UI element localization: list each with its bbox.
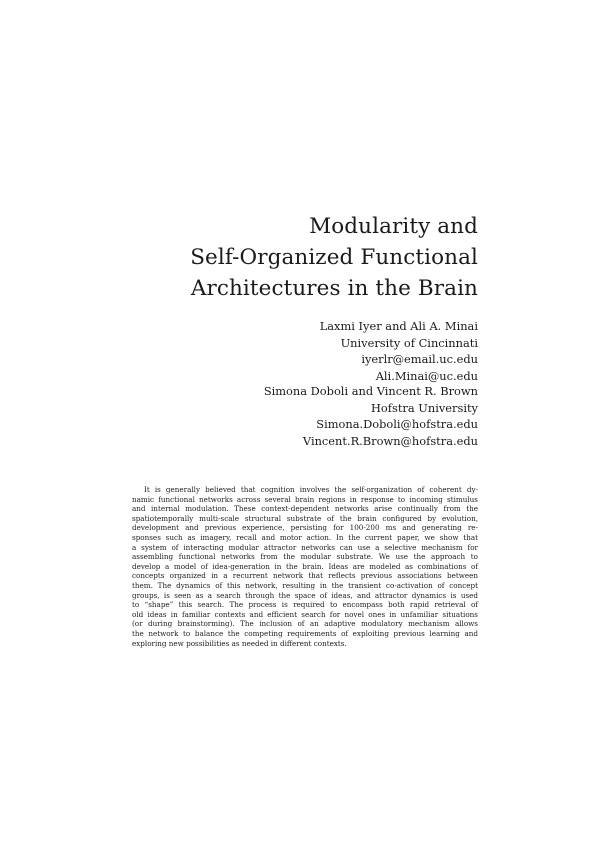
abstract-line: groups, is seen as a search through the space of ideas, and attractor dynamics is used	[132, 590, 478, 600]
author-affiliation: Hofstra University	[371, 400, 478, 415]
abstract-line: old ideas in familiar contexts and efficient search for novel ones in unfamiliar situations	[132, 609, 478, 619]
abstract-line: (or during brainstorming). The inclusion of an adaptive modulatory mechanism allows	[132, 619, 478, 629]
title-line: Self-Organized Functional	[190, 245, 478, 270]
paper-title	[190, 211, 478, 304]
abstract-line: assembling functional networks from the modular substrate. We use the approach to	[132, 552, 478, 562]
abstract-line: sponses such as imagery, recall and motor action. In the current paper, we show that	[132, 532, 478, 542]
author-email: iyerlr@email.uc.edu	[361, 352, 478, 366]
abstract-line: a system of interacting modular attractor networks can use a selective mechanism for	[132, 542, 478, 552]
abstract-line: develop a model of idea-generation in the brain. Ideas are modeled as combinations of	[132, 561, 478, 571]
abstract-line: them. The dynamics of this network, resulting in the transient co-activation of concept	[132, 580, 478, 590]
author-email: Simona.Doboli@hofstra.edu	[316, 417, 478, 431]
author-affiliation: University of Cincinnati	[340, 335, 478, 350]
abstract-line: namic functional networks across several brain regions in response to incoming stimulus	[132, 494, 478, 504]
abstract-line: exploring new possibilities as needed in different contexts.	[132, 638, 347, 648]
author-names: Simona Doboli and Vincent R. Brown	[263, 384, 478, 398]
abstract-line: concepts organized in a recurrent network that reflects previous associations between	[132, 571, 478, 581]
author-group-hofstra	[264, 383, 478, 449]
abstract-line: spatiotemporally multi-scale structural substrate of the brain configured by evolution,	[132, 513, 478, 523]
abstract-line: development and previous experience, persisting for 100-200 ms and generating re-	[132, 523, 478, 533]
abstract-line: It is generally believed that cognition involves the self-organization of coherent dy-	[144, 485, 478, 494]
author-group-cincinnati	[320, 318, 478, 384]
author-names: Laxmi Iyer and Ali A. Minai	[319, 319, 478, 333]
abstract-line: the network to balance the competing requirements of exploiting previous learning and	[132, 628, 478, 638]
abstract	[132, 485, 478, 648]
author-email: Vincent.R.Brown@hofstra.edu	[302, 433, 478, 448]
author-email: Ali.Minai@uc.edu	[375, 368, 478, 383]
abstract-line: to “shape” this search. The process is required to encompass both rapid retrieval of	[132, 600, 478, 610]
title-line: Modularity and	[309, 214, 478, 239]
title-line: Architectures in the Brain	[190, 276, 478, 301]
abstract-line: and internal modulation. These context-dependent networks arise continually from the	[132, 504, 478, 514]
